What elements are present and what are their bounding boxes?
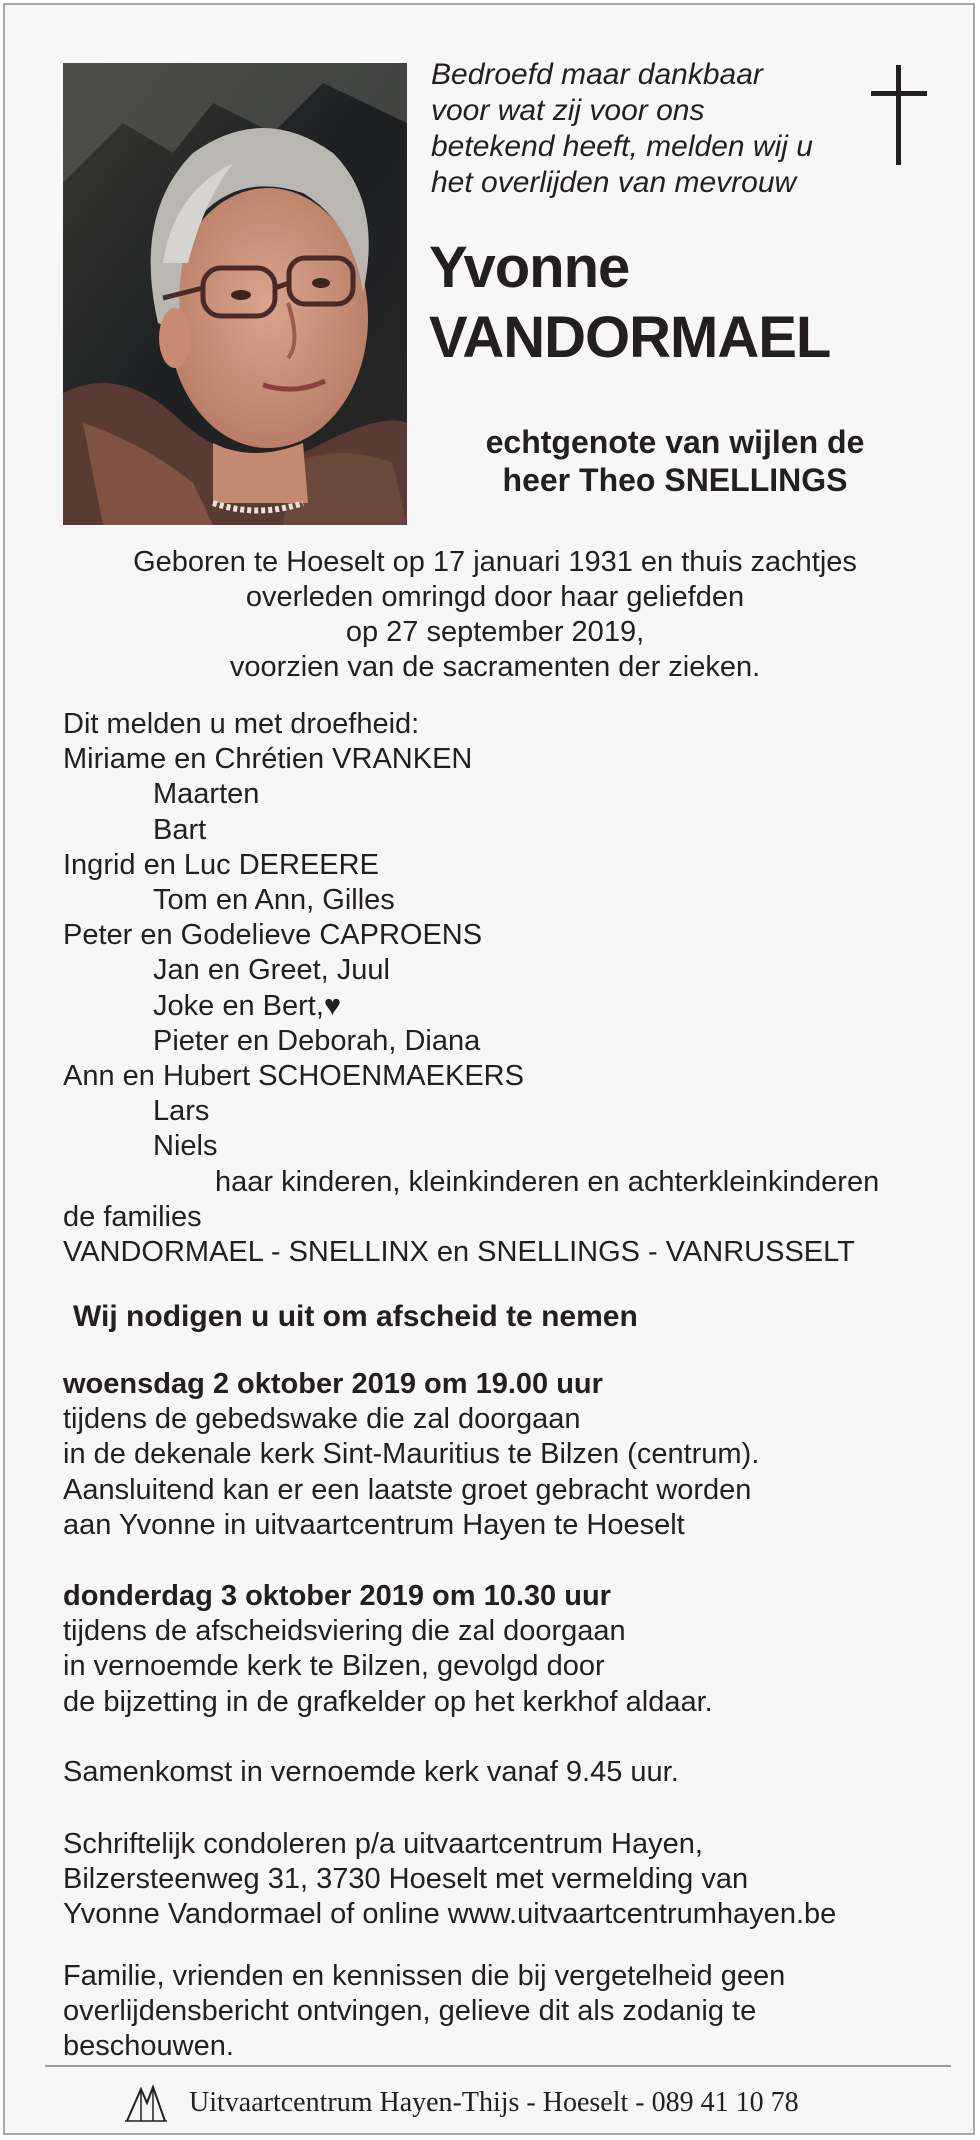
mourners-intro: Dit melden u met droefheid: — [63, 708, 420, 740]
intro-line: Bedroefd maar dankbaar — [431, 58, 763, 91]
wake-heading: woensdag 2 oktober 2019 om 19.00 uur — [63, 1368, 603, 1400]
mourner-grandchild: Maarten — [153, 778, 260, 811]
mourners-relation: haar kinderen, kleinkinderen en achterkleinkinderen — [215, 1165, 880, 1198]
wake-line: Aansluitend kan er een laatste groet gebracht worden — [63, 1473, 752, 1506]
notice-line: Familie, vrienden en kennissen die bij vergetelheid geen — [63, 1960, 786, 1992]
mourner-family: Miriame en Chrétien VRANKEN — [63, 743, 473, 776]
condolences-section — [63, 1827, 963, 1933]
spouse-text — [435, 423, 915, 499]
funeral-home-logo-icon — [123, 2081, 169, 2125]
condolences-line: Yvonne Vandormael of online www.uitvaartcentrumhayen.be — [63, 1898, 837, 1931]
birth-line: op 27 september 2019, — [345, 616, 645, 648]
portrait-photo — [63, 63, 407, 525]
intro-line: voor wat zij voor ons — [431, 94, 705, 127]
mourners-families-label: de families — [63, 1200, 202, 1233]
deceased-first-name: Yvonne — [429, 235, 630, 300]
condolences-line: Schriftelijk condoleren p/a uitvaartcentrum Hayen, — [63, 1828, 703, 1860]
mourner-grandchild: Jan en Greet, Juul — [153, 954, 390, 987]
mourner-family: Peter en Godelieve CAPROENS — [63, 919, 483, 952]
footer — [123, 2081, 923, 2125]
birth-line: voorzien van de sacramenten der zieken. — [229, 651, 761, 683]
mourner-grandchild: Bart — [153, 813, 207, 846]
cross-icon — [869, 65, 929, 165]
invitation-heading: Wij nodigen u uit om afscheid te nemen — [73, 1300, 638, 1333]
mourners-list — [63, 707, 963, 1270]
funeral-heading: donderdag 3 oktober 2019 om 10.30 uur — [63, 1580, 611, 1612]
mourner-family: Ann en Hubert SCHOENMAEKERS — [63, 1060, 524, 1093]
funeral-line: in vernoemde kerk te Bilzen, gevolgd door — [63, 1650, 605, 1683]
obituary-card — [3, 3, 975, 2135]
mourner-grandchild: Pieter en Deborah, Diana — [153, 1024, 481, 1057]
funeral-line: de bijzetting in de grafkelder op het kerkhof aldaar. — [63, 1685, 713, 1718]
birth-line: Geboren te Hoeselt op 17 januari 1931 en thuis zachtjes — [133, 546, 857, 578]
notice-section — [63, 1959, 963, 2065]
funeral-section — [63, 1579, 963, 1720]
notice-line: beschouwen. — [63, 2030, 234, 2063]
mourner-family: Ingrid en Luc DEREERE — [63, 848, 379, 881]
wake-line: in de dekenale kerk Sint-Mauritius te Bilzen (centrum). — [63, 1438, 760, 1471]
mourners-families: VANDORMAEL - SNELLINX en SNELLINGS - VANRUSSELT — [63, 1236, 855, 1269]
mourner-grandchild: Tom en Ann, Gilles — [153, 884, 395, 917]
birth-death-text — [45, 545, 945, 685]
notice-line: overlijdensbericht ontvingen, gelieve dit als zodanig te — [63, 1995, 757, 2028]
funeral-line: tijdens de afscheidsviering die zal doorgaan — [63, 1615, 626, 1648]
deceased-name — [429, 233, 830, 373]
wake-line: aan Yvonne in uitvaartcentrum Hayen te Hoeselt — [63, 1508, 685, 1541]
mourner-grandchild: Joke en Bert,♥ — [153, 989, 342, 1022]
gathering-text: Samenkomst in vernoemde kerk vanaf 9.45 uur. — [63, 1756, 679, 1788]
mourner-grandchild: Lars — [153, 1095, 210, 1128]
wake-line: tijdens de gebedswake die zal doorgaan — [63, 1403, 581, 1436]
deceased-last-name: VANDORMAEL — [429, 305, 831, 370]
footer-divider — [45, 2065, 951, 2067]
intro-line: het overlijden van mevrouw — [431, 166, 797, 199]
birth-line: overleden omringd door haar geliefden — [245, 581, 745, 613]
spouse-line: heer Theo SNELLINGS — [502, 462, 848, 498]
footer-text: Uitvaartcentrum Hayen-Thijs - Hoeselt - 089 41 10 78 — [189, 2087, 799, 2118]
intro-line: betekend heeft, melden wij u — [431, 130, 813, 163]
spouse-line: echtgenote van wijlen de — [485, 424, 865, 460]
mourner-grandchild: Niels — [153, 1130, 218, 1163]
intro-text — [431, 57, 851, 201]
condolences-line: Bilzersteenweg 31, 3730 Hoeselt met vermelding van — [63, 1863, 749, 1896]
wake-section — [63, 1367, 963, 1543]
